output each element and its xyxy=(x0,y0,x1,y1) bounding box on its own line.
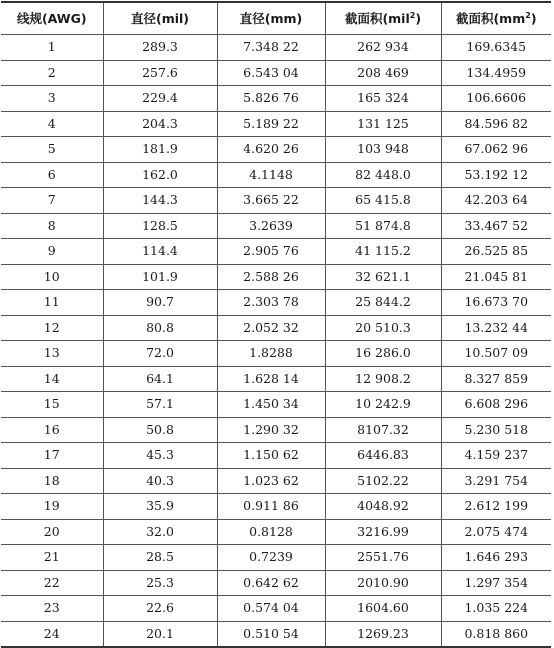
cell-diameter-mil: 45.3 xyxy=(103,443,217,469)
table-body xyxy=(1,35,551,648)
table-row xyxy=(1,213,551,239)
cell-area-mil2: 12 908.2 xyxy=(325,366,441,392)
header-gauge-awg xyxy=(1,2,103,35)
cell-area-mil2: 1269.23 xyxy=(325,621,441,647)
table-row xyxy=(1,86,551,112)
cell-diameter-mil: 22.6 xyxy=(103,596,217,622)
cell-diameter-mm: 0.8128 xyxy=(217,519,325,545)
cell-area-mm2: 2.075 474 xyxy=(441,519,551,545)
cell-gauge: 23 xyxy=(1,596,103,622)
cell-gauge: 19 xyxy=(1,494,103,520)
awg-wire-gauge-table xyxy=(1,1,551,648)
header-superscript: 2 xyxy=(409,10,416,20)
cell-area-mil2: 8107.32 xyxy=(325,417,441,443)
cell-area-mil2: 5102.22 xyxy=(325,468,441,494)
cell-area-mm2: 33.467 52 xyxy=(441,213,551,239)
table-row xyxy=(1,392,551,418)
cell-gauge: 8 xyxy=(1,213,103,239)
cell-diameter-mil: 101.9 xyxy=(103,264,217,290)
cell-gauge: 4 xyxy=(1,111,103,137)
cell-gauge: 1 xyxy=(1,35,103,61)
cell-gauge: 22 xyxy=(1,570,103,596)
header-diameter-mm xyxy=(217,2,325,35)
cell-diameter-mil: 50.8 xyxy=(103,417,217,443)
cell-diameter-mil: 181.9 xyxy=(103,137,217,163)
cell-area-mil2: 10 242.9 xyxy=(325,392,441,418)
cell-gauge: 10 xyxy=(1,264,103,290)
cell-area-mil2: 1604.60 xyxy=(325,596,441,622)
table-row xyxy=(1,162,551,188)
cell-diameter-mm: 1.628 14 xyxy=(217,366,325,392)
cell-area-mil2: 103 948 xyxy=(325,137,441,163)
header-area-mm2 xyxy=(441,2,551,35)
cell-area-mm2: 4.159 237 xyxy=(441,443,551,469)
cell-area-mm2: 10.507 09 xyxy=(441,341,551,367)
cell-gauge: 3 xyxy=(1,86,103,112)
cell-area-mm2: 42.203 64 xyxy=(441,188,551,214)
cell-diameter-mm: 1.150 62 xyxy=(217,443,325,469)
cell-area-mil2: 3216.99 xyxy=(325,519,441,545)
cell-diameter-mil: 32.0 xyxy=(103,519,217,545)
cell-gauge: 20 xyxy=(1,519,103,545)
cell-gauge: 12 xyxy=(1,315,103,341)
cell-gauge: 2 xyxy=(1,60,103,86)
cell-area-mil2: 165 324 xyxy=(325,86,441,112)
table-row xyxy=(1,264,551,290)
table-row xyxy=(1,417,551,443)
cell-gauge: 6 xyxy=(1,162,103,188)
header-label: 截面积(mil xyxy=(344,10,410,26)
cell-area-mm2: 169.6345 xyxy=(441,35,551,61)
cell-diameter-mm: 2.588 26 xyxy=(217,264,325,290)
header-area-mil2 xyxy=(325,2,441,35)
cell-gauge: 17 xyxy=(1,443,103,469)
cell-area-mm2: 1.035 224 xyxy=(441,596,551,622)
cell-area-mm2: 21.045 81 xyxy=(441,264,551,290)
header-label: 直径(mm) xyxy=(239,10,303,26)
cell-diameter-mil: 64.1 xyxy=(103,366,217,392)
cell-diameter-mil: 144.3 xyxy=(103,188,217,214)
cell-gauge: 7 xyxy=(1,188,103,214)
cell-diameter-mm: 0.642 62 xyxy=(217,570,325,596)
cell-diameter-mm: 3.665 22 xyxy=(217,188,325,214)
cell-diameter-mm: 5.189 22 xyxy=(217,111,325,137)
cell-gauge: 5 xyxy=(1,137,103,163)
cell-diameter-mm: 4.620 26 xyxy=(217,137,325,163)
cell-diameter-mil: 162.0 xyxy=(103,162,217,188)
cell-diameter-mil: 289.3 xyxy=(103,35,217,61)
cell-area-mil2: 2010.90 xyxy=(325,570,441,596)
cell-diameter-mm: 7.348 22 xyxy=(217,35,325,61)
cell-area-mm2: 134.4959 xyxy=(441,60,551,86)
cell-diameter-mm: 1.290 32 xyxy=(217,417,325,443)
cell-area-mil2: 262 934 xyxy=(325,35,441,61)
table-row xyxy=(1,35,551,61)
header-superscript: 2 xyxy=(525,10,531,20)
table-row xyxy=(1,239,551,265)
cell-gauge: 13 xyxy=(1,341,103,367)
table-row xyxy=(1,545,551,571)
cell-diameter-mil: 90.7 xyxy=(103,290,217,316)
cell-diameter-mil: 204.3 xyxy=(103,111,217,137)
cell-diameter-mil: 57.1 xyxy=(103,392,217,418)
cell-diameter-mil: 80.8 xyxy=(103,315,217,341)
cell-area-mil2: 25 844.2 xyxy=(325,290,441,316)
cell-gauge: 14 xyxy=(1,366,103,392)
cell-area-mm2: 13.232 44 xyxy=(441,315,551,341)
table-row xyxy=(1,111,551,137)
table-row xyxy=(1,366,551,392)
cell-area-mil2: 82 448.0 xyxy=(325,162,441,188)
cell-area-mil2: 208 469 xyxy=(325,60,441,86)
cell-area-mil2: 4048.92 xyxy=(325,494,441,520)
cell-gauge: 9 xyxy=(1,239,103,265)
cell-diameter-mm: 5.826 76 xyxy=(217,86,325,112)
cell-area-mil2: 131 125 xyxy=(325,111,441,137)
cell-diameter-mil: 128.5 xyxy=(103,213,217,239)
cell-area-mil2: 20 510.3 xyxy=(325,315,441,341)
cell-diameter-mm: 6.543 04 xyxy=(217,60,325,86)
table-row xyxy=(1,290,551,316)
header-tail: ) xyxy=(415,10,422,26)
cell-gauge: 11 xyxy=(1,290,103,316)
table-row xyxy=(1,596,551,622)
cell-diameter-mil: 25.3 xyxy=(103,570,217,596)
table-row xyxy=(1,443,551,469)
header-tail: ) xyxy=(530,10,537,26)
cell-area-mm2: 106.6606 xyxy=(441,86,551,112)
table-row xyxy=(1,137,551,163)
header-diameter-mil xyxy=(103,2,217,35)
cell-diameter-mil: 72.0 xyxy=(103,341,217,367)
header-label: 线规(AWG) xyxy=(16,10,87,26)
cell-area-mil2: 6446.83 xyxy=(325,443,441,469)
table-row xyxy=(1,188,551,214)
cell-diameter-mm: 0.510 54 xyxy=(217,621,325,647)
cell-diameter-mil: 114.4 xyxy=(103,239,217,265)
cell-area-mil2: 51 874.8 xyxy=(325,213,441,239)
table-row xyxy=(1,570,551,596)
cell-area-mm2: 1.646 293 xyxy=(441,545,551,571)
cell-area-mm2: 84.596 82 xyxy=(441,111,551,137)
table-row xyxy=(1,621,551,647)
cell-area-mm2: 0.818 860 xyxy=(441,621,551,647)
cell-area-mm2: 1.297 354 xyxy=(441,570,551,596)
cell-area-mm2: 16.673 70 xyxy=(441,290,551,316)
header-label: 截面积(mm xyxy=(455,10,526,26)
cell-diameter-mm: 1.8288 xyxy=(217,341,325,367)
cell-diameter-mil: 35.9 xyxy=(103,494,217,520)
cell-diameter-mm: 1.023 62 xyxy=(217,468,325,494)
cell-gauge: 21 xyxy=(1,545,103,571)
cell-area-mm2: 26.525 85 xyxy=(441,239,551,265)
cell-diameter-mil: 28.5 xyxy=(103,545,217,571)
cell-diameter-mm: 0.7239 xyxy=(217,545,325,571)
cell-area-mm2: 8.327 859 xyxy=(441,366,551,392)
table-row xyxy=(1,468,551,494)
cell-diameter-mm: 0.911 86 xyxy=(217,494,325,520)
table-row xyxy=(1,341,551,367)
cell-area-mm2: 67.062 96 xyxy=(441,137,551,163)
cell-diameter-mm: 0.574 04 xyxy=(217,596,325,622)
cell-area-mil2: 32 621.1 xyxy=(325,264,441,290)
cell-area-mil2: 16 286.0 xyxy=(325,341,441,367)
cell-area-mm2: 6.608 296 xyxy=(441,392,551,418)
cell-area-mm2: 5.230 518 xyxy=(441,417,551,443)
cell-diameter-mm: 2.052 32 xyxy=(217,315,325,341)
cell-area-mm2: 3.291 754 xyxy=(441,468,551,494)
cell-diameter-mm: 2.303 78 xyxy=(217,290,325,316)
cell-diameter-mm: 2.905 76 xyxy=(217,239,325,265)
header-row xyxy=(1,2,551,35)
cell-area-mil2: 41 115.2 xyxy=(325,239,441,265)
cell-diameter-mil: 229.4 xyxy=(103,86,217,112)
cell-diameter-mil: 257.6 xyxy=(103,60,217,86)
cell-gauge: 15 xyxy=(1,392,103,418)
cell-diameter-mm: 1.450 34 xyxy=(217,392,325,418)
table-header xyxy=(1,2,551,35)
table-row xyxy=(1,60,551,86)
header-label: 直径(mil) xyxy=(130,10,190,26)
cell-area-mil2: 2551.76 xyxy=(325,545,441,571)
table-row xyxy=(1,315,551,341)
cell-gauge: 18 xyxy=(1,468,103,494)
cell-gauge: 16 xyxy=(1,417,103,443)
cell-diameter-mil: 20.1 xyxy=(103,621,217,647)
table-row xyxy=(1,519,551,545)
cell-area-mm2: 53.192 12 xyxy=(441,162,551,188)
cell-diameter-mil: 40.3 xyxy=(103,468,217,494)
cell-diameter-mm: 3.2639 xyxy=(217,213,325,239)
cell-area-mm2: 2.612 199 xyxy=(441,494,551,520)
cell-area-mil2: 65 415.8 xyxy=(325,188,441,214)
cell-gauge: 24 xyxy=(1,621,103,647)
table-row xyxy=(1,494,551,520)
cell-diameter-mm: 4.1148 xyxy=(217,162,325,188)
